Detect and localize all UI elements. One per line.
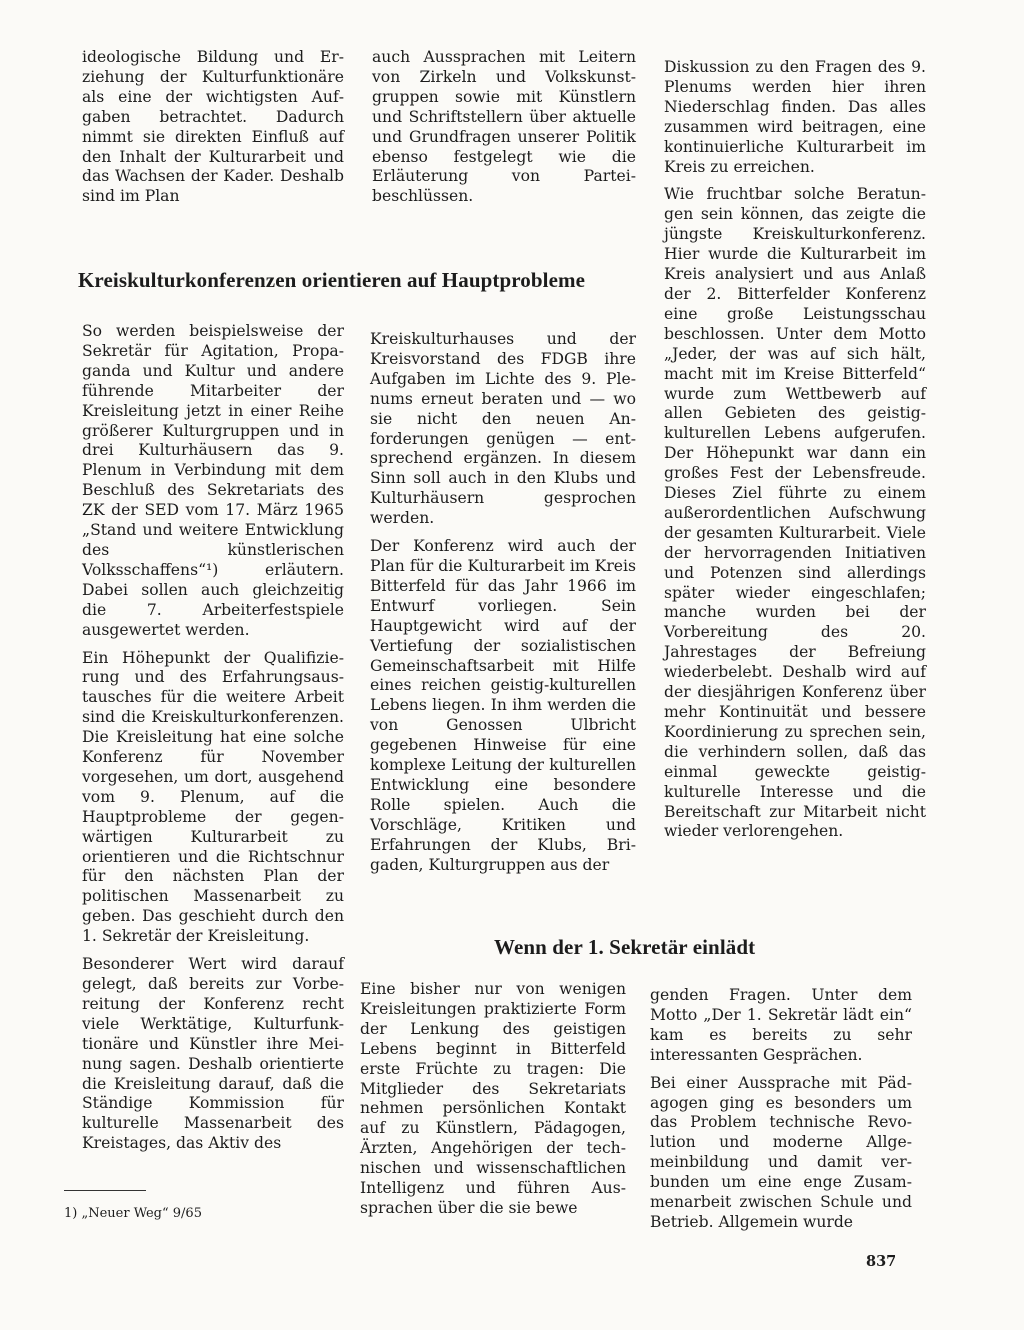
- paragraph: So werden beispielsweise der Sekretär für Agitation, Propaganda und Kultur und andere führende Mitarbeiter der Kreisleitung jetzt in einer Reihe größerer Kulturgruppen und in drei Kulturhäusern das 9. Plenum in Verbindung mit dem Beschluß des Sekretariats des ZK der SED vom 17. März 1965 „Stand und weitere Entwicklung des künstlerischen Volksschaffens“¹) erläutern. Dabei sollen auch gleichzeitig die 7. Arbeiterfestspiele ausgewertet werden.: [82, 322, 344, 639]
- paragraph: Wie fruchtbar solche Beratungen sein können, das zeigte die jüngste Kreiskulturkonferenz. Hier wurde die Kulturarbeit im Kreis analysiert und aus Anlaß der 2. Bitterfelder Konferenz eine große Leistungsschau beschlossen. Unter dem Motto „Jeder, der was auf sich hält, macht mit im Kreise Bitterfeld“ wurde zum Wettbewerb auf allen Gebieten des geistig-kulturellen Lebens aufgerufen. Der Höhepunkt war dann ein großes Fest der Lebensfreude. Dieses Ziel führte zu einem außerordentlichen Aufschwung der gesamten Kulturarbeit. Viele der hervorragenden Initiativen und Potenzen sind allerdings später wieder eingeschlafen; manche wurden bei der Vorbereitung des 20. Jahrestages der Befreiung wiederbelebt. Deshalb wird auf der diesjährigen Konferenz über mehr Kontinuität und bessere Koordinierung zu sprechen sein, die verhindern sollen, daß das einmal geweckte geistig-kulturelle Interesse und die Bereitschaft zur Mitarbeit nicht wieder verlorengehen.: [664, 185, 926, 841]
- section-heading-wenn-der-sekretaer-einlaedt: Wenn der 1. Sekretär einlädt: [494, 935, 756, 959]
- paragraph: auch Aussprachen mit Leitern von Zirkeln und Volkskunstgruppen sowie mit Künstlern und Schriftstellern über aktuelle und Grundfragen unserer Politik ebenso festgelegt wie die Erläuterung von Parteibeschlüssen.: [372, 48, 636, 206]
- paragraph: Eine bisher nur von wenigen Kreisleitungen praktizierte Form der Lenkung des geistigen Lebens beginnt in Bitterfeld erste Früchte zu tragen: Die Mitglieder des Sekretariats nehmen persönlichen Kontakt auf zu Künstlern, Pädagogen, Ärzten, Angehörigen der technischen und wissenschaftlichen Intelligenz und führen Aussprachen über die sie bewe: [360, 980, 626, 1217]
- top-column-2: [372, 48, 636, 215]
- paragraph: Kreiskulturhauses und der Kreisvorstand des FDGB ihre Aufgaben im Lichte des 9. Plenums erneut beraten und — wo sie nicht den neuen Anforderungen genügen — entsprechend ergänzen. In diesem Sinn soll auch in den Klubs und Kulturhäusern gesprochen werden.: [370, 330, 636, 528]
- section2-column-2: [360, 980, 626, 1227]
- section2-column-3: [650, 986, 912, 1241]
- page-number: 837: [866, 1253, 897, 1270]
- paragraph: genden Fragen. Unter dem Motto „Der 1. Sekretär lädt ein“ kam es bereits zu sehr interessanten Gesprächen.: [650, 986, 912, 1064]
- section-heading-kreiskulturkonferenzen: Kreiskulturkonferenzen orientieren auf Hauptprobleme: [78, 268, 586, 292]
- section1-column-1: [82, 322, 344, 1162]
- section1-column-2: [370, 330, 636, 883]
- paragraph: Der Konferenz wird auch der Plan für die Kulturarbeit im Kreis Bitterfeld für das Jahr 1966 im Entwurf vorliegen. Sein Hauptgewicht wird auf der Vertiefung der sozialistischen Gemeinschaftsarbeit mit Hilfe eines reichen geistig-kulturellen Lebens liegen. In ihm werden die von Genossen Ulbricht gegebenen Hinweise für eine komplexe Leitung der kulturellen Entwicklung eine besondere Rolle spielen. Auch die Vorschläge, Kritiken und Erfahrungen der Klubs, Brigaden, Kulturgruppen aus der: [370, 537, 636, 874]
- right-column: [664, 58, 926, 850]
- paragraph: Ein Höhepunkt der Qualifizierung und des Erfahrungsaustausches für die weitere Arbeit sind die Kreiskulturkonferenzen. Die Kreisleitung hat eine solche Konferenz für November vorgesehen, um dort, ausgehend vom 9. Plenum, auf die Hauptprobleme der gegenwärtigen Kulturarbeit zu orientieren und die Richtschnur für den nächsten Plan der politischen Massenarbeit zu geben. Das geschieht durch den 1. Sekretär der Kreisleitung.: [82, 648, 344, 946]
- paragraph: ideologische Bildung und Erziehung der Kulturfunktionäre als eine der wichtigsten Aufgaben betrachtet. Dadurch nimmt sie direkten Einfluß auf den Inhalt der Kulturarbeit und das Wachsen der Kader. Deshalb sind im Plan: [82, 48, 344, 206]
- top-column-1: [82, 48, 344, 215]
- paragraph: Besonderer Wert wird darauf gelegt, daß bereits zur Vorbereitung der Konferenz recht viele Werktätige, Kulturfunktionäre und Künstler ihre Meinung sagen. Deshalb orientierte die Kreisleitung darauf, daß die Ständige Kommission für kulturelle Massenarbeit des Kreistages, das Aktiv des: [82, 955, 344, 1153]
- paragraph: Bei einer Aussprache mit Pädagogen ging es besonders um das Problem technische Revolution und moderne Allgemeinbildung und damit verbunden um eine enge Zusammenarbeit zwischen Schule und Betrieb. Allgemein wurde: [650, 1073, 912, 1231]
- paragraph: Diskussion zu den Fragen des 9. Plenums werden hier ihren Niederschlag finden. Das alles zusammen wird beitragen, eine kontinuierliche Kulturarbeit im Kreis zu erreichen.: [664, 58, 926, 176]
- footnote-rule: [64, 1190, 146, 1191]
- footnote: 1) „Neuer Weg“ 9/65: [64, 1206, 202, 1221]
